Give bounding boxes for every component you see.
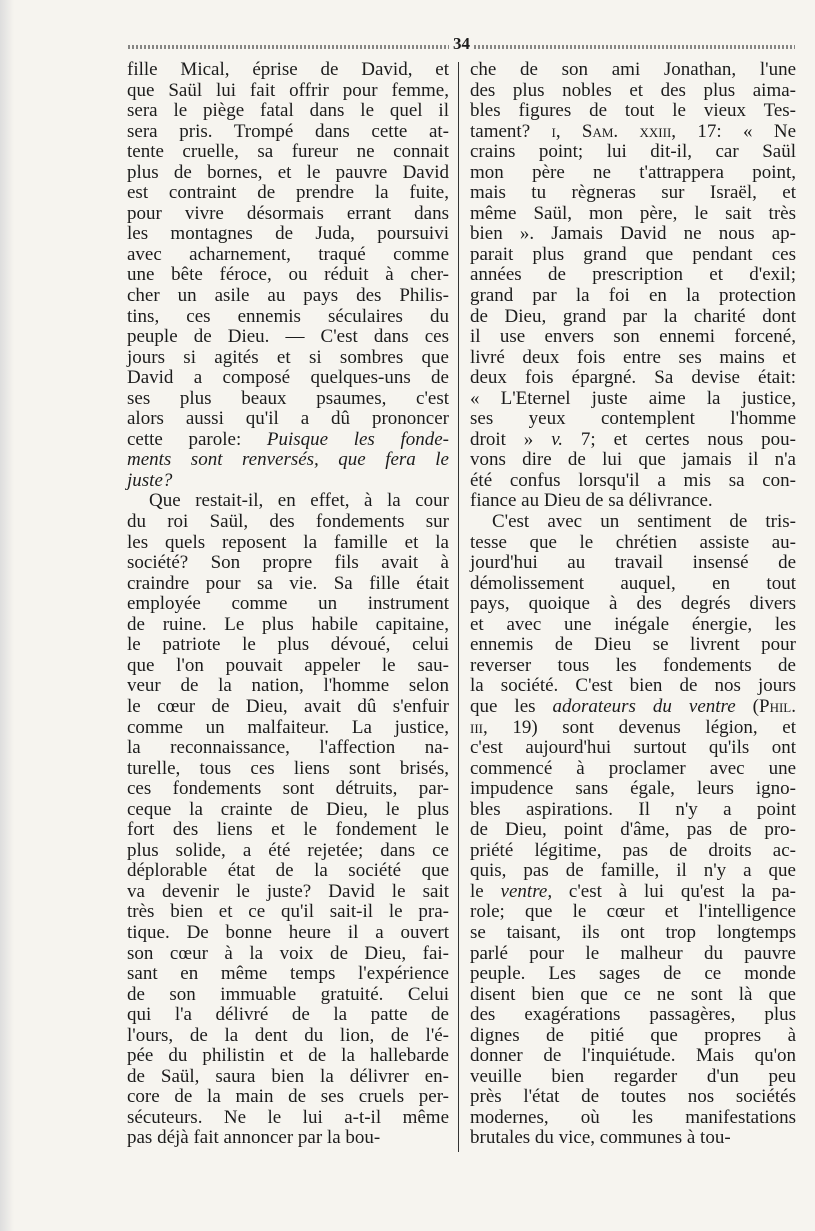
- header-rule-left: [128, 45, 449, 49]
- text-line: [127, 944, 449, 965]
- text-segment: tins, ces ennemis séculaires du: [127, 305, 449, 327]
- text-line: [470, 1128, 796, 1149]
- text-segment: craindre pour sa vie. Sa fille était: [127, 572, 449, 594]
- text-segment: déplorable état de la société que: [127, 860, 449, 882]
- text-line: [470, 163, 796, 184]
- text-line: [127, 122, 449, 143]
- right-column: [470, 60, 796, 1149]
- text-line: [470, 656, 796, 677]
- text-line: [470, 1108, 796, 1129]
- text-segment: bles figures de tout le vieux Tes-: [470, 100, 796, 122]
- text-segment: crains point; lui dit-il, car Saül: [470, 141, 796, 163]
- text-segment: sera le piège fatal dans le quel il: [127, 100, 449, 122]
- text-segment: ces fondements sont détruits, par-: [127, 778, 449, 800]
- text-line: [470, 574, 796, 595]
- text-segment: de Dieu, grand par la charité dont: [470, 305, 796, 327]
- text-segment: impudence sans égale, leurs igno-: [470, 778, 796, 800]
- text-segment: le cœur de Dieu, avait dû s'enfuir: [127, 695, 449, 717]
- text-line: [470, 122, 796, 143]
- text-segment: reverser tous les fondements de: [470, 654, 796, 676]
- text-line: [470, 81, 796, 102]
- text-line: [127, 204, 449, 225]
- text-line: [470, 327, 796, 348]
- text-segment: c'est aujourd'hui surtout qu'ils ont: [470, 737, 796, 759]
- text-segment: employée comme un instrument: [127, 593, 449, 615]
- text-line: [127, 224, 449, 245]
- text-line: [127, 882, 449, 903]
- text-segment: quis, pas de famille, il n'y a que: [470, 860, 796, 882]
- text-line: [470, 512, 796, 533]
- text-line: [127, 985, 449, 1006]
- text-line: [127, 389, 449, 410]
- text-line: [470, 307, 796, 328]
- text-line: [127, 1046, 449, 1067]
- text-segment: tique. De bonne heure il a ouvert: [127, 921, 449, 943]
- text-line: [470, 286, 796, 307]
- text-line: [127, 307, 449, 328]
- text-segment: pays, quoique à des degrés divers: [470, 593, 796, 615]
- text-segment: veuille bien regarder d'un peu: [470, 1065, 796, 1087]
- text-line: [127, 183, 449, 204]
- text-line: [470, 409, 796, 430]
- text-line: [127, 841, 449, 862]
- text-line: [127, 265, 449, 286]
- text-line: [127, 60, 449, 81]
- text-segment: près l'état de toutes nos sociétés: [470, 1086, 796, 1108]
- text-line: [470, 142, 796, 163]
- text-line: [127, 676, 449, 697]
- text-segment: alors aussi qu'il a dû prononcer: [127, 408, 449, 430]
- text-line: [470, 902, 796, 923]
- text-line: [127, 759, 449, 780]
- text-segment: modernes, où les manifestations: [470, 1106, 796, 1128]
- text-line: [470, 697, 796, 718]
- text-segment: le: [470, 880, 501, 902]
- text-line: [127, 512, 449, 533]
- text-line: [470, 1026, 796, 1047]
- text-line: [470, 101, 796, 122]
- text-segment: fort des liens et le fondement le: [127, 819, 449, 841]
- text-line: [127, 430, 449, 451]
- text-line: [127, 656, 449, 677]
- text-line: [127, 450, 449, 471]
- text-line: [470, 204, 796, 225]
- text-segment: veur de la nation, l'homme selon: [127, 675, 449, 697]
- text-segment: mais tu règneras sur Israël, et: [470, 182, 796, 204]
- text-segment: et avec une inégale énergie, les: [470, 613, 796, 635]
- text-segment: de ruine. Le plus habile capitaine,: [127, 613, 449, 635]
- text-line: [127, 861, 449, 882]
- text-line: [470, 615, 796, 636]
- text-segment: que l'on pouvait appeler le sau-: [127, 654, 449, 676]
- text-segment: core de la main de ses cruels per-: [127, 1086, 449, 1108]
- text-line: [470, 245, 796, 266]
- scan-edge-shadow: [0, 0, 14, 1231]
- page-header: [128, 34, 795, 54]
- text-segment: tament?: [470, 120, 552, 142]
- text-segment: ses yeux contemplent l'homme: [470, 408, 796, 430]
- text-line: [127, 1026, 449, 1047]
- text-line: [470, 594, 796, 615]
- text-segment: , 19) sont devenus légion, et: [483, 716, 796, 738]
- text-line: [470, 265, 796, 286]
- text-line: [127, 738, 449, 759]
- text-line: [127, 923, 449, 944]
- text-segment: commencé à proclamer avec une: [470, 757, 796, 779]
- header-rule-right: [474, 45, 795, 49]
- text-segment: C'est avec un sentiment de tris-: [492, 511, 796, 533]
- text-segment: la reconnaissance, l'affection na-: [127, 737, 449, 759]
- text-line: [470, 759, 796, 780]
- text-segment: priété légitime, pas de droits ac-: [470, 839, 796, 861]
- italic-text: adorateurs du ventre: [552, 695, 736, 717]
- text-segment: que les: [470, 695, 553, 717]
- text-segment: sera pris. Trompé dans cette at-: [127, 120, 449, 142]
- text-line: [470, 882, 796, 903]
- text-segment: années de prescription et d'exil;: [470, 264, 796, 286]
- text-segment: très bien et ce qu'il sait-il le pra-: [127, 901, 449, 923]
- text-segment: parait plus grand que pendant ces: [470, 243, 796, 265]
- text-line: [127, 81, 449, 102]
- text-segment: une bête féroce, ou réduit à cher-: [127, 264, 449, 286]
- text-segment: son cœur à la voix de Dieu, fai-: [127, 942, 449, 964]
- text-line: [127, 779, 449, 800]
- text-line: [127, 533, 449, 554]
- text-segment: fille Mical, éprise de David, et: [127, 59, 449, 80]
- text-segment: les quels reposent la famille et la: [127, 531, 449, 553]
- text-segment: bles aspirations. Il n'y a point: [470, 798, 796, 820]
- text-line: [470, 1087, 796, 1108]
- text-segment: livré deux fois entre ses mains et: [470, 346, 796, 368]
- text-segment: ennemis de Dieu se livrent pour: [470, 634, 796, 656]
- text-segment: tesse que le chrétien assiste au-: [470, 531, 796, 553]
- text-line: [470, 738, 796, 759]
- text-segment: est contraint de prendre la fuite,: [127, 182, 449, 204]
- text-line: [470, 841, 796, 862]
- text-segment: le patriote le plus dévoué, celui: [127, 634, 449, 656]
- text-line: [470, 779, 796, 800]
- page-number: 34: [453, 34, 470, 53]
- reference-text: iii: [470, 716, 483, 738]
- text-segment: sécuteurs. Ne le lui a-t-il même: [127, 1106, 449, 1128]
- text-segment: bien ». Jamais David ne nous ap-: [470, 223, 796, 245]
- text-line: [127, 101, 449, 122]
- text-segment: dignes de pitié que propres à: [470, 1024, 796, 1046]
- text-segment: de Saül, saura bien la délivrer en-: [127, 1065, 449, 1087]
- text-segment: va devenir le juste? David le sait: [127, 880, 449, 902]
- italic-text: ments sont renversés, que fera le: [127, 449, 449, 471]
- text-segment: se taisant, ils ont trop longtemps: [470, 921, 796, 943]
- text-segment: de son immuable gratuité. Celui: [127, 983, 449, 1005]
- text-line: [470, 430, 796, 451]
- text-segment: ses plus beaux psaumes, c'est: [127, 387, 449, 409]
- text-line: [470, 60, 796, 81]
- text-segment: parlé pour le malheur du pauvre: [470, 942, 796, 964]
- text-segment: l'ours, de la dent du lion, de l'é-: [127, 1024, 449, 1046]
- italic-text: v.: [551, 428, 563, 450]
- text-segment: ceque la crainte de Dieu, le plus: [127, 798, 449, 820]
- text-line: [127, 553, 449, 574]
- text-segment: , 17: « Ne: [671, 120, 796, 142]
- text-line: [470, 676, 796, 697]
- text-line: [470, 964, 796, 985]
- italic-text: ventre,: [500, 880, 553, 902]
- text-line: [470, 1067, 796, 1088]
- text-line: [127, 163, 449, 184]
- text-line: [127, 964, 449, 985]
- text-segment: grand par la foi en la protection: [470, 285, 796, 307]
- text-line: [127, 368, 449, 389]
- text-segment: deux fois épargné. Sa devise était:: [470, 367, 796, 389]
- text-line: [470, 389, 796, 410]
- text-line: [127, 718, 449, 739]
- text-line: [127, 1087, 449, 1108]
- text-line: [127, 594, 449, 615]
- text-line: [127, 800, 449, 821]
- text-line: [127, 635, 449, 656]
- text-segment: David a composé quelques-uns de: [127, 367, 449, 389]
- text-segment: pour vivre désormais errant dans: [127, 202, 449, 224]
- text-segment: jours si agités et si sombres que: [127, 346, 449, 368]
- text-segment: des exagérations passagères, plus: [470, 1004, 796, 1026]
- text-segment: brutales du vice, communes à tou-: [470, 1127, 731, 1149]
- text-segment: peuple de Dieu. — C'est dans ces: [127, 326, 449, 348]
- text-line: [127, 1005, 449, 1026]
- text-line: [127, 327, 449, 348]
- text-segment: même Saül, mon père, le sait très: [470, 202, 796, 224]
- text-line: [470, 820, 796, 841]
- text-line: [127, 697, 449, 718]
- text-segment: role; que le cœur et l'intelligence: [470, 901, 796, 923]
- text-line: [127, 491, 449, 512]
- text-line: [470, 1046, 796, 1067]
- text-segment: de Dieu, point d'âme, pas de pro-: [470, 819, 796, 841]
- text-line: [470, 368, 796, 389]
- text-segment: la société. C'est bien de nos jours: [470, 675, 796, 697]
- text-segment: tente cruelle, sa fureur ne connait: [127, 141, 449, 163]
- text-segment: pas déjà fait annoncer par la bou-: [127, 1127, 381, 1149]
- text-segment: cette parole:: [127, 428, 267, 450]
- text-line: [127, 245, 449, 266]
- text-segment: 7; et certes nous pou-: [562, 428, 797, 450]
- text-segment: Que restait-il, en effet, à la cour: [149, 490, 449, 512]
- text-segment: vons dire de lui que jamais il n'a: [470, 449, 796, 471]
- text-line: [470, 471, 796, 492]
- text-line: [470, 224, 796, 245]
- text-segment: cher un asile au pays des Philis-: [127, 285, 449, 307]
- text-line: [470, 348, 796, 369]
- text-line: [470, 923, 796, 944]
- text-segment: jourd'hui au travail insensé de: [470, 552, 796, 574]
- text-line: [470, 533, 796, 554]
- text-segment: droit »: [470, 428, 552, 450]
- text-line: [127, 409, 449, 430]
- text-segment: démolissement auquel, en tout: [470, 572, 796, 594]
- text-segment: été confus lorsqu'il a mis sa con-: [470, 469, 796, 491]
- text-segment: (: [735, 695, 760, 717]
- italic-text: juste?: [127, 469, 173, 491]
- reference-text: Phil.: [759, 695, 796, 717]
- text-line: [127, 1108, 449, 1129]
- text-segment: disent bien que ce ne sont là que: [470, 983, 796, 1005]
- text-line: [470, 1005, 796, 1026]
- text-line: [470, 861, 796, 882]
- text-segment: « L'Eternel juste aime la justice,: [470, 387, 796, 409]
- text-line: [127, 1067, 449, 1088]
- text-line: [127, 820, 449, 841]
- text-segment: pée du philistin et de la hallebarde: [127, 1045, 449, 1067]
- text-segment: sant en même temps l'expérience: [127, 963, 449, 985]
- italic-text: Puisque les fonde-: [266, 428, 449, 450]
- text-segment: mon père ne t'attrappera point,: [470, 161, 796, 183]
- text-segment: avec acharnement, traqué comme: [127, 243, 449, 265]
- text-line: [127, 348, 449, 369]
- text-segment: donner de l'inquiétude. Mais qu'on: [470, 1045, 796, 1067]
- text-line: [470, 944, 796, 965]
- text-line: [470, 800, 796, 821]
- text-line: [127, 902, 449, 923]
- text-line: [127, 574, 449, 595]
- text-segment: des plus nobles et des plus aima-: [470, 79, 796, 101]
- text-segment: les montagnes de Juda, poursuivi: [127, 223, 449, 245]
- text-segment: il use envers son ennemi forcené,: [470, 326, 796, 348]
- text-line: [470, 985, 796, 1006]
- text-segment: du roi Saül, des fondements sur: [127, 511, 449, 533]
- text-line: [470, 183, 796, 204]
- text-segment: che de son ami Jonathan, l'une: [470, 59, 796, 80]
- text-segment: fiance au Dieu de sa délivrance.: [470, 490, 713, 512]
- text-segment: plus de bornes, et le pauvre David: [127, 161, 449, 183]
- text-segment: société? Son propre fils avait à: [127, 552, 449, 574]
- text-line: [127, 1128, 449, 1149]
- column-divider: [458, 62, 459, 1152]
- text-line: [127, 615, 449, 636]
- text-segment: c'est à lui qu'est la pa-: [552, 880, 796, 902]
- text-line: [470, 450, 796, 471]
- text-segment: peuple. Les sages de ce monde: [470, 963, 796, 985]
- text-segment: turelle, tous ces liens sont brisés,: [127, 757, 449, 779]
- text-line: [127, 142, 449, 163]
- text-line: [470, 491, 796, 512]
- left-column: [127, 60, 449, 1149]
- text-segment: plus solide, a été rejetée; dans ce: [127, 839, 449, 861]
- text-line: [127, 471, 449, 492]
- text-line: [127, 286, 449, 307]
- text-segment: que Saül lui fait offrir pour femme,: [127, 79, 449, 101]
- text-segment: qui l'a délivré de la patte de: [127, 1004, 449, 1026]
- text-line: [470, 635, 796, 656]
- text-line: [470, 718, 796, 739]
- reference-text: i, Sam. xxiii: [551, 120, 672, 142]
- text-segment: comme un malfaiteur. La justice,: [127, 716, 449, 738]
- text-line: [470, 553, 796, 574]
